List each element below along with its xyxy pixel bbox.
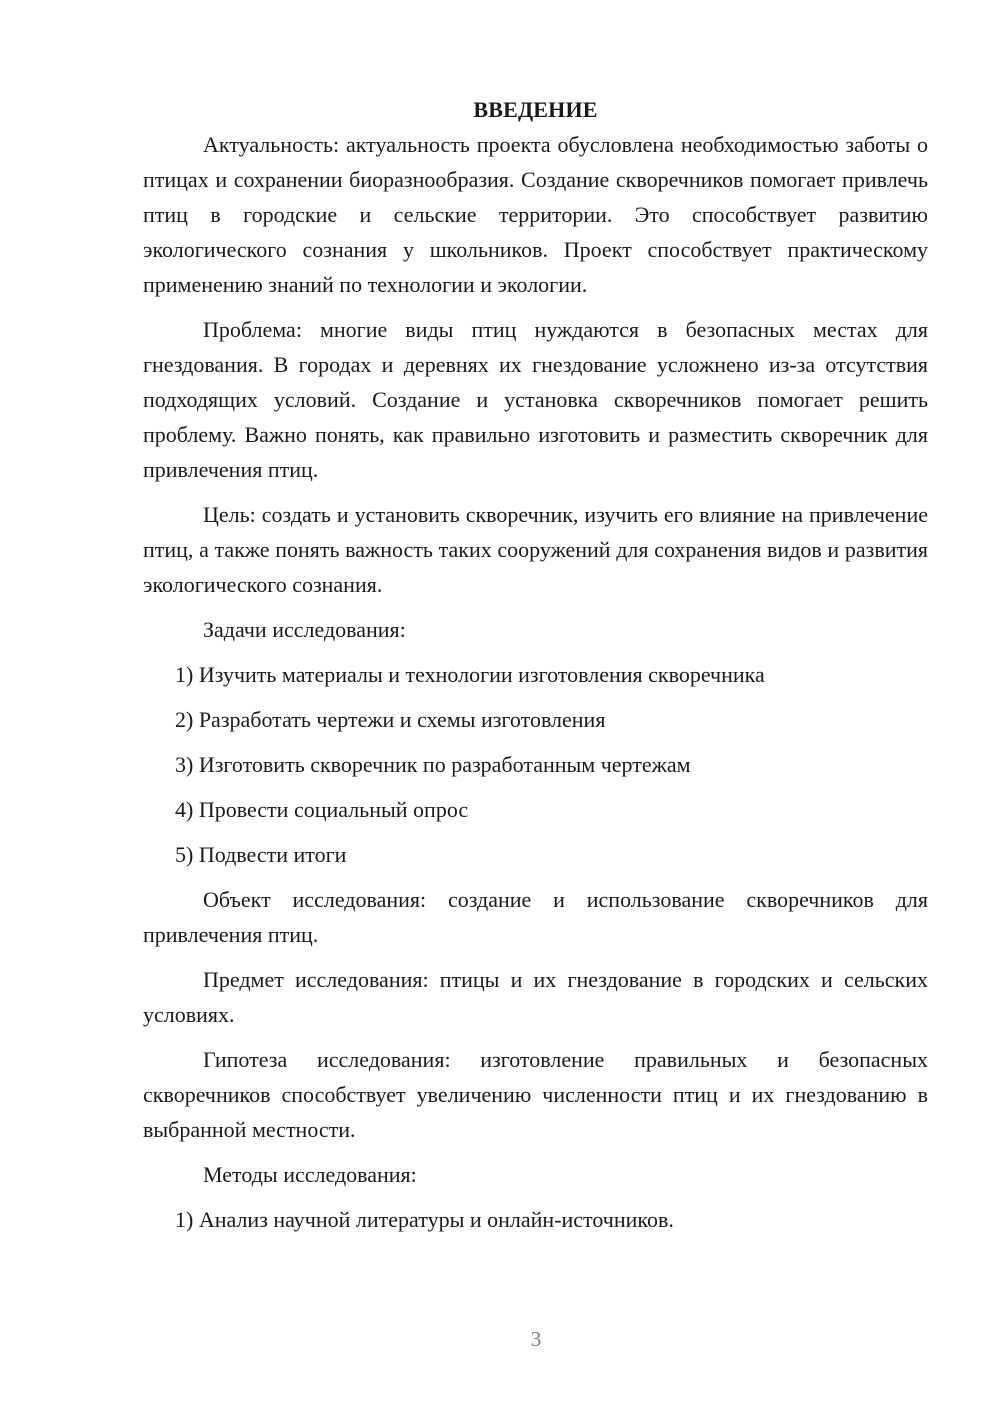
- list-item: 1) Анализ научной литературы и онлайн-источников.: [175, 1207, 674, 1232]
- goal-paragraph: Цель: создать и установить скворечник, изучить его влияние на привлечение птиц, а также понять важность таких сооружений для сохранения видов и развития экологического сознания.: [143, 502, 928, 597]
- list-item: 1) Изучить материалы и технологии изготовления скворечника: [175, 662, 765, 687]
- section-heading: ВВЕДЕНИЕ: [473, 97, 598, 122]
- list-item: 2) Разработать чертежи и схемы изготовления: [175, 707, 606, 732]
- list-item: 4) Провести социальный опрос: [175, 797, 469, 822]
- document-body: [143, 92, 928, 1237]
- subject-paragraph: Предмет исследования: птицы и их гнездование в городских и сельских условиях.: [143, 967, 928, 1027]
- list-item: 3) Изготовить скворечник по разработанным чертежам: [175, 752, 691, 777]
- object-paragraph: Объект исследования: создание и использование скворечников для привлечения птиц.: [143, 887, 928, 947]
- relevance-paragraph: Актуальность: актуальность проекта обусловлена необходимостью заботы о птицах и сохранении биоразнообразия. Создание скворечников помогает привлечь птиц в городские и сельские территории. Это способствует развитию экологического сознания у школьников. Проект способствует практическому применению знаний по технологии и экологии.: [143, 132, 928, 297]
- list-item: 5) Подвести итоги: [175, 842, 347, 867]
- methods-title: Методы исследования:: [203, 1162, 417, 1187]
- page-number: 3: [530, 1327, 542, 1351]
- problem-paragraph: Проблема: многие виды птиц нуждаются в безопасных местах для гнездования. В городах и деревнях их гнездование усложнено из-за отсутствия подходящих условий. Создание и установка скворечников помогает решить проблему. Важно понять, как правильно изготовить и разместить скворечник для привлечения птиц.: [143, 317, 928, 482]
- tasks-title: Задачи исследования:: [203, 617, 406, 642]
- hypothesis-paragraph: Гипотеза исследования: изготовление правильных и безопасных скворечников способствует увеличению численности птиц и их гнездованию в выбранной местности.: [143, 1047, 928, 1142]
